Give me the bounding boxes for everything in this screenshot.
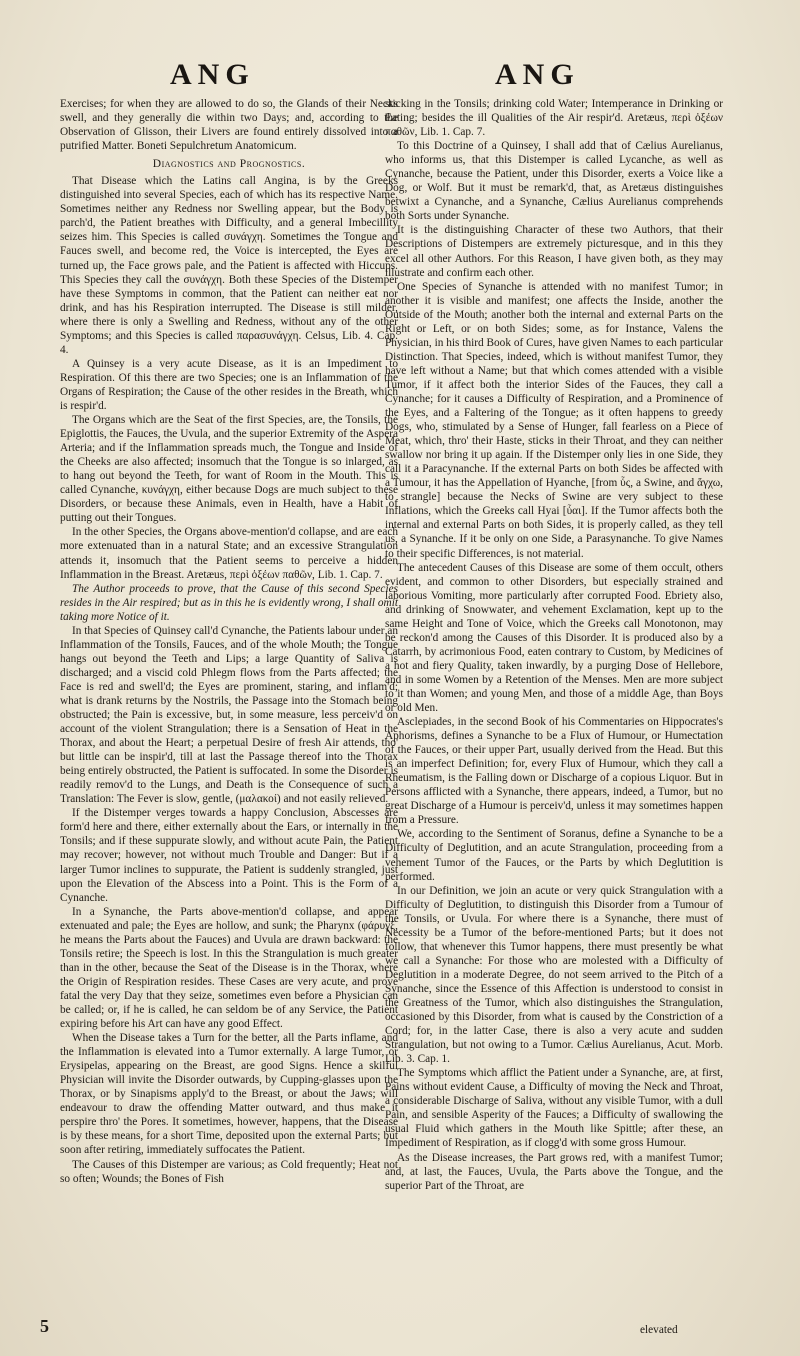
paragraph: We, according to the Sentiment of Soranus, define a Synanche to be a Difficulty of Deglutition, and an acute Strangulation, proceeding from a vehement Tumor of the Fauces, or the Parts by which Deglutition is performed. — [385, 828, 723, 883]
header-word-left: ANG — [170, 58, 255, 91]
paragraph: Exercises; for when they are allowed to do so, the Glands of their Necks swell, and they generally die within two Days; and, according to the Observation of Glisson, their Livers are found entirely dissolved into a putrified Matter. Boneti Sepulchretum Anatomicum. — [60, 98, 398, 153]
paragraph: The antecedent Causes of this Disease are some of them occult, others evident, and common to other Disorders, but especially strained and laborious Vomiting, more particularly after corrupted Food. Ebriety also, and drinking of Snowwater, and vehement Exclamation, kept up to the same Height and Tone of Voice, which the Greeks call Monotonon, may be reckon'd among the Causes of this Disorder. It is produced also by a Catarrh, by acrimonious Food, eaten contrary to Custom, by Medicines of a hot and fiery Quality, taken inwardly, by a purging Dose of Hellebore, and in some Women by a Retention of the Menses. Men are more subject to it than Women; and young Men, and those of a middle Age, than Boys or old Men. — [385, 561, 723, 715]
catchword: elevated — [640, 1324, 678, 1336]
header-word-right: ANG — [495, 58, 580, 91]
paragraph: In our Definition, we join an acute or very quick Strangulation with a Difficulty of Deglutition, to distinguish this Disorder from a Tumour of the Tonsils, or Uvula. For where there is a Synanche, there must of Necessity be a Tumor of the before-mentioned Parts; but it does not follow, that whenever this Tumor happens, there must presently be what we call a Synanche: For those who are molested with a Difficulty of Deglutition in a moderate Degree, do not seem arrived to the Pitch of a Synanche, since the Essence of this Affection is understood to consist in the Greatness of the Tumor, which also distinguishes the Strangulation, occasioned by this Disorder, from what is caused by the Constriction of a Cord; for, in the latter Case, there is also a very acute and sudden Strangulation, but not owing to a Tumor. Cælius Aurelianus, Acut. Morb. Lib. 3. Cap. 1. — [385, 884, 723, 1066]
right-column — [385, 97, 723, 1193]
paragraph: In that Species of Quinsey call'd Cynanche, the Patients labour under an Inflammation of the Tonsils, Fauces, and of the whole Mouth; the Tongue hangs out beyond the Teeth and Lips; a large Quantity of Saliva is discharged; and a viscid cold Phlegm flows from the Parts affected; the Face is red and swell'd; the Eyes are prominent, staring, and inflam'd; what is drank returns by the Nostrils, the Passage into the Stomach being obstructed; the Pain is excessive, but, in some measure, less perceiv'd on account of the violent Strangulation; there is a Sensation of Heat in the Thorax, and about the Heart; a perpetual Desire of fresh Air attends, tho' but little can be inspir'd, till at last the Passage thereof into the Thorax being entirely obstructed, the Patient is suffocated. In some the Disorder is readily remov'd to the Lungs, and Death is the Consequence of such a Translation: The Fever is slow, gentle, (μαλακοί) and not easily relieved. — [60, 624, 398, 806]
running-header — [50, 58, 770, 98]
paragraph: It is the distinguishing Character of these two Authors, that their Descriptions of Distempers are extremely picturesque, and in this they excel all other Authors. For this Reason, I have given both, as they may illustrate and confirm each other. — [385, 224, 723, 279]
paragraph: A Quinsey is a very acute Disease, as it is an Impediment to Respiration. Of this there are two Species; one is an Inflammation of the Organs of Respiration; the Cause of the other resides in the Breath, which is respir'd. — [60, 357, 398, 412]
paragraph: One Species of Synanche is attended with no manifest Tumor; in another it is visible and manifest; one affects the Inside, another the Outside of the Mouth; another both the internal and external Parts on the Right or Left, or on both Sides; some, as for Instance, Valens the Physician, in his third Book of Cures, have given Names to each particular Distinction. That Species, indeed, which is without manifest Tumor, they have left without a Name; but that which comes attended with a visible Tumor, if it affect both the interior Sides of the Fauces, they call a Cynanche; for it causes a Difficulty of Respiration, and a Prominence of the Eyes, and a Faltering of the Tongue; as it often happens to greedy Dogs, who, stimulated by a Sense of Hunger, fall fearless on a Piece of Meat, which, thro' their Haste, sticks in their Throat, and they can neither swallow nor bring it up again. If the Distemper only lies in one Side, they call it a Paracynanche. If the external Parts on both Sides be affected with a Tumour, it has the Appellation of Hyanche, [from ὗς, a Swine, and ἄγχω, to strangle] because the Necks of Swine are very subject to these Inflations, which the Greeks call Hyai [ὗαι]. If the Tumor affects both the internal and external Parts on both Sides, it is properly called, as they tell us, a Synanche. If it be only on one Side, a Parasynanche. To give Names to their specific Differences, is not material. — [385, 280, 723, 560]
paragraph: Asclepiades, in the second Book of his Commentaries on Hippocrates's Aphorisms, defines a Synanche to be a Flux of Humour, or Humectation of the Fauces, or their upper Part, usually derived from the Head. But this is an imperfect Definition; for, every Flux of Humour, which they call a Rheumatism, is the Falling down or Discharge of a copious Liquor. But in Persons afflicted with a Synanche, there appears, indeed, a Tumor, but no great Discharge of a Humour is perceiv'd, unless it may sometimes happen from a Pressure. — [385, 716, 723, 827]
paragraph: If the Distemper verges towards a happy Conclusion, Abscesses are form'd here and there, either externally about the Ears, or internally in the Tonsils; and if these suppurate slowly, and without acute Pain, the Patient may recover; however, not without much Trouble and Danger: But if a larger Tumor inclines to suppurate, the Patient is suddenly strangled, just upon the Elevation of the Abscess into a Point. This is the Form of a Cynanche. — [60, 807, 398, 904]
paragraph: To this Doctrine of a Quinsey, I shall add that of Cælius Aurelianus, who informs us, that this Distemper is called Lycanche, as well as Cynanche, because the Patient, under this Disorder, exerts a Voice like a Dog, or Wolf. But it must be remark'd, that, as Aretæus distinguishes betwixt a Cynanche, and a Synanche, Cælius Aurelianus comprehends both Sorts under Synanche. — [385, 140, 723, 223]
paragraph: When the Disease takes a Turn for the better, all the Parts inflame, and the Inflammation is elevated into a Tumor externally. A large Tumor, or Erysipelas, appearing on the Breast, are good Signs. Hence a skilful Physician will invite the Disorder outwards, by Cupping-glasses upon the Thorax, or by Sinapisms apply'd to the Breast, or about the Jaws; will endeavour to draw the offending Matter outward, and thus make it perspire thro' the Pores. It sometimes, however, happens, that the Disease is by these means, for a short Time, deposited upon the external Parts; but soon after retiring, immediately suffocates the Patient. — [60, 1032, 398, 1157]
paragraph: In the other Species, the Organs above-mention'd collapse, and are each more extenuated than in a natural State; and an excessive Strangulation attends it, insomuch that the Patient seems to perceive a hidden Inflammation in the Breast. Aretæus, περὶ ὀξέων παθῶν, Lib. 1. Cap. 7. — [60, 526, 398, 581]
paragraph: The Organs which are the Seat of the first Species, are, the Tonsils, the Epiglottis, the Fauces, the Uvula, and the superior Extremity of the Aspera Arteria; and if the Inflammation spreads much, the Tongue and Inside of the Cheeks are also affected; insomuch that the Tongue is so inlarged, as to hang out beyond the Teeth, for want of Room in the Mouth. This is called Cynanche, κυνάγχη, either because Dogs are much subject to these Disorders, or because these Animals, even in Health, have a Habit of putting out their Tongues. — [60, 414, 398, 525]
paragraph: The Symptoms which afflict the Patient under a Synanche, are, at first, Pains without evident Cause, a Difficulty of moving the Neck and Throat, a considerable Discharge of Saliva, without any visible Tumor, with a dull Pain, and sensible Asperity of the Fauces; a Difficulty of swallowing the usual Fluid which gathers in the Mouth like Spittle; after these, an Impediment of Respiration, as if clogg'd with some gross Humour. — [385, 1067, 723, 1150]
section-heading: Diagnostics and Prognostics. — [152, 158, 306, 171]
page-number: 5 — [40, 1316, 49, 1336]
paragraph: The Causes of this Distemper are various; as Cold frequently; Heat not so often; Wounds; the Bones of Fish — [60, 1158, 398, 1185]
paragraph: As the Disease increases, the Part grows red, with a manifest Tumor; and, at last, the Fauces, Uvula, the Parts above the Tongue, and the superior Part of the Throat, are — [385, 1151, 723, 1192]
italic-note: The Author proceeds to prove, that the Cause of this second Species resides in the Air respired; but as in this he is evidently wrong, I shall omit taking more Notice of it. — [60, 582, 398, 623]
left-column — [60, 97, 398, 1186]
paragraph: That Disease which the Latins call Angina, is by the Greeks distinguished into several Species, each of which has its respective Name. Sometimes neither any Redness nor Swelling appear, but the Body is parch'd, the Patient breathes with Difficulty, and a general Imbecillity seizes him. This Species is called συνάγχη. Sometimes the Tongue and Fauces swell, and become red, the Voice is intercepted, the Eyes are turned up, the Face grows pale, and the Patient is affected with Hiccups. This Species they call the συνάγχη. Both these Species of the Distemper have these Symptoms in common, that the Patient can neither eat nor drink, and has his Respiration interrupted. The Disease is still milder, where there is only a Swelling and Redness, without any of the other Symptoms; and this Species is called παρασυνάγχη. Celsus, Lib. 4. Cap. 4. — [60, 175, 398, 356]
paragraph: In a Synanche, the Parts above-mention'd collapse, and appear extenuated and pale; the Eyes are hollow, and sunk; the Pharynx (φάρυγξ, he means the Parts about the Fauces) and Uvula are drawn backward: the Tonsils retire; the Speech is lost. In this the Strangulation is much greater than in the other, because the Seat of the Disease is in the Thorax, where the Origin of Respiration resides. These Cases are very acute, and prove fatal the very Day that they seize, sometimes even before a Physician can be called; or, if he is called, he can seldom be of any Service, the Patient expiring before his Art can have any good Effect. — [60, 905, 398, 1031]
paragraph: sticking in the Tonsils; drinking cold Water; Intemperance in Drinking or Eating; besides the ill Qualities of the Air respir'd. Aretæus, περὶ ὀξέων παθῶν, Lib. 1. Cap. 7. — [385, 98, 723, 139]
